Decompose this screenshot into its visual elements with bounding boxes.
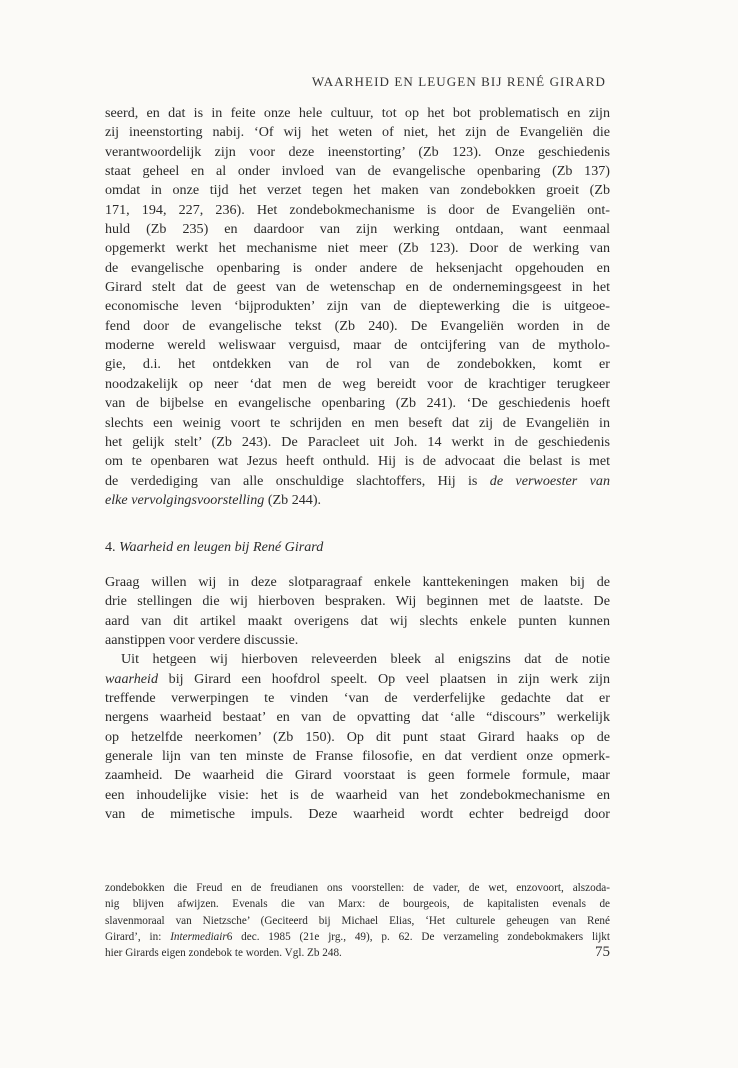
section-title: Waarheid en leugen bij René Girard bbox=[119, 539, 324, 555]
text-line: noodzakelijk op neer ‘dat men de weg bereidt voor de krachtiger terugkeer bbox=[105, 375, 610, 392]
text-line: treffende verwerpingen te vinden ‘van de verderfelijke gedachte dat er bbox=[105, 690, 610, 707]
text-line: opgemerkt werkt het mechanisme niet meer (Zb 123). Door de werking van bbox=[105, 240, 610, 257]
page-number: 75 bbox=[595, 944, 610, 960]
emphasis-text: waarheid bbox=[105, 670, 158, 687]
footnote-line: nig blijven afwijzen. Evenals die van Marx: de bourgeois, de kapitalisten evenals de bbox=[105, 898, 610, 911]
text-line: seerd, en dat is in feite onze hele cultuur, tot op het bot problematisch en zijn bbox=[105, 105, 610, 121]
text-line: de evangelische openbaring is onder andere de heksenjacht opgehouden en bbox=[105, 259, 610, 276]
text-line bbox=[105, 491, 610, 510]
text-line: Graag willen wij in deze slotparagraaf enkele kanttekeningen maken bij de bbox=[105, 574, 610, 590]
running-head: WAARHEID EN LEUGEN BIJ RENÉ GIRARD bbox=[311, 74, 606, 89]
footnote-line bbox=[105, 929, 610, 945]
text-line: moderne wereld weliswaar verguisd, maar de ontcijfering van de mytholo- bbox=[105, 337, 610, 354]
text-line: een inhoudelijke visie: het is de waarheid van het zondebokmechanisme en bbox=[105, 786, 610, 803]
text-line: van de mimetische impuls. Deze waarheid wordt echter bedreigd door bbox=[105, 806, 610, 823]
text-run: 6 dec. 1985 (21e jrg., 49), p. 62. De verzameling zondebokmakers lijkt bbox=[226, 930, 611, 943]
text-line: huld (Zb 235) en daardoor van zijn werking ontdaan, want eenmaal bbox=[105, 221, 610, 238]
text-line: slechts een weinig voort te schrijden en men beseft dat zij de Evangeliën in bbox=[105, 414, 610, 431]
text-line: staat geheel en al onder invloed van de evangelische openbaring (Zb 137) bbox=[105, 163, 610, 180]
emphasis-text: de verwoester van bbox=[489, 472, 610, 489]
footnote-line: hier Girards eigen zondebok te worden. Vgl. Zb 248. bbox=[105, 947, 342, 960]
footnote-line: zondebokken die Freud en de freudianen ons voorstellen: de vader, de wet, enzovoort, alszoda- bbox=[105, 882, 610, 894]
body-paragraph-1 bbox=[105, 104, 610, 510]
emphasis-text: Intermediair bbox=[170, 930, 227, 943]
text-run: Girard’, in: bbox=[105, 930, 162, 943]
footnote-line: slavenmoraal van Nietzsche’ (Geciteerd bij Michael Elias, ‘Het culturele geheugen van René bbox=[105, 914, 610, 927]
text-line: drie stellingen die wij hierboven bespraken. Wij beginnen met de laatste. De bbox=[105, 593, 610, 610]
text-line: het gelijk stelt’ (Zb 243). De Paracleet uit Joh. 14 werkt in de geschiedenis bbox=[105, 433, 610, 450]
text-line: verantwoordelijk zijn voor deze ineenstorting’ (Zb 123). Onze geschiedenis bbox=[105, 143, 610, 160]
body-paragraph-2 bbox=[105, 573, 610, 824]
text-line: nergens waarheid bestaat’ en van de opvatting dat ‘alle “discours” werkelijk bbox=[105, 709, 610, 726]
text-run: bij Girard een hoofdrol speelt. Op veel plaatsen in zijn werk zijn bbox=[168, 670, 610, 687]
text-line: zij ineenstorting nabij. ‘Of wij het weten of niet, het zijn de Evangeliën die bbox=[105, 124, 610, 141]
section-heading bbox=[105, 539, 323, 556]
text-line: aanstippen voor verdere discussie. bbox=[105, 632, 299, 649]
text-line: generale lijn van ten minste de Franse filosofie, en dat verdient onze opmerk- bbox=[105, 748, 610, 765]
text-line: Uit hetgeen wij hierboven releveerden bleek al enigszins dat de notie bbox=[121, 651, 610, 668]
text-line: zaamheid. De waarheid die Girard voorstaat is geen formele formule, maar bbox=[105, 767, 610, 784]
emphasis-text: elke vervolgingsvoorstelling bbox=[105, 491, 265, 508]
text-line: van de bijbelse en evangelische openbaring (Zb 241). ‘De geschiedenis hoeft bbox=[105, 395, 610, 412]
text-run: (Zb 244). bbox=[267, 491, 322, 508]
text-line: op hetzelfde neerkomen’ (Zb 150). Op dit punt staat Girard haaks op de bbox=[105, 728, 610, 745]
text-line: gie, d.i. het ontdekken van de rol van de zondebokken, komt er bbox=[105, 356, 610, 373]
text-line: fend door de evangelische tekst (Zb 240). De Evangeliën worden in de bbox=[105, 317, 610, 334]
section-number: 4. bbox=[105, 539, 116, 555]
text-line: 171, 194, 227, 236). Het zondebokmechanisme is door de Evangeliën ont- bbox=[105, 201, 610, 218]
text-line bbox=[105, 472, 610, 491]
text-line: economische leven ‘bijprodukten’ zijn van de dieptewerking die is uitgeoe- bbox=[105, 298, 610, 315]
footnote bbox=[105, 880, 610, 961]
text-line: aard van dit artikel maakt overigens dat wij slechts enkele punten kunnen bbox=[105, 612, 610, 629]
text-line bbox=[105, 670, 610, 689]
text-line: om te openbaren wat Jezus heeft onthuld. Hij is de advocaat die belast is met bbox=[105, 453, 610, 470]
text-line: Girard stelt dat de geest van de wetenschap en de ondernemingsgeest in het bbox=[105, 279, 610, 296]
text-line: omdat in onze tijd het verzet tegen het maken van zondebokken groeit (Zb bbox=[105, 182, 610, 199]
text-run: de verdediging van alle onschuldige slachtoffers, Hij is bbox=[105, 472, 478, 489]
